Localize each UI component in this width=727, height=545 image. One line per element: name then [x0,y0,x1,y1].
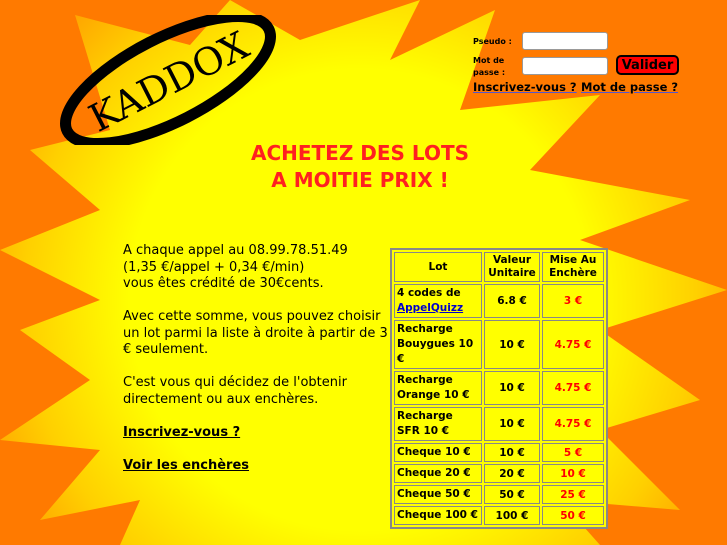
bid-cell: 3 € [542,284,604,318]
value-cell: 6.8 € [484,284,540,318]
bid-cell: 25 € [542,485,604,504]
forgot-password-link[interactable]: Mot de passe ? [581,80,679,94]
table-row [394,320,604,369]
header-bid: Mise Au Enchère [542,252,604,282]
bid-cell: 5 € [542,443,604,462]
register-link[interactable]: Inscrivez-vous ? [123,424,241,440]
value-cell: 10 € [484,371,540,405]
table-row [394,407,604,441]
table-row [394,464,604,483]
bid-cell: 10 € [542,464,604,483]
pseudo-input[interactable] [522,32,608,50]
value-cell: 10 € [484,443,540,462]
credit-info: vous êtes crédité de 30€cents. [123,276,324,291]
lot-cell: Recharge SFR 10 € [394,407,482,441]
headline-line1: ACHETEZ DES LOTS [250,141,470,165]
header-value: Valeur Unitaire [484,252,540,282]
decide-info: C'est vous qui décidez de l'obtenir directement ou aux enchères. [123,375,347,407]
register-link-top[interactable]: Inscrivez-vous ? [473,80,577,94]
lot-cell: Cheque 20 € [394,464,482,483]
submit-button[interactable]: Valider [616,55,679,75]
bid-cell: 4.75 € [542,407,604,441]
headline-line2: A MOITIE PRIX ! [271,168,449,192]
auctions-link[interactable]: Voir les enchères [123,457,250,473]
lot-cell: Cheque 10 € [394,443,482,462]
lot-cell: Recharge Orange 10 € [394,371,482,405]
header-lot: Lot [394,252,482,282]
intro-text [123,243,393,491]
value-cell: 50 € [484,485,540,504]
lot-cell: Cheque 100 € [394,506,482,525]
svg-text:KADDOX: KADDOX [81,22,256,141]
lot-cell: Cheque 50 € [394,485,482,504]
password-label: Mot de passe : [473,56,506,77]
table-row [394,371,604,405]
choose-info: Avec cette somme, vous pouvez choisir un lot parmi la liste à droite à partir de 3 € seulement. [123,309,388,357]
table-row [394,284,604,318]
kaddox-logo[interactable] [50,15,290,145]
table-row [394,485,604,504]
lot-text: 4 codes de [397,287,461,299]
value-cell: 10 € [484,407,540,441]
table-row [394,506,604,525]
appelquizz-link[interactable]: AppelQuizz [397,302,464,314]
pseudo-label: Pseudo : [473,37,512,46]
bid-cell: 4.75 € [542,371,604,405]
table-row [394,443,604,462]
lot-cell: Recharge Bouygues 10 € [394,320,482,369]
lots-table [390,248,608,529]
bid-cell: 4.75 € [542,320,604,369]
headline [180,140,540,194]
lot-cell [394,284,482,318]
value-cell: 10 € [484,320,540,369]
price-info: (1,35 €/appel + 0,34 €/min) [123,259,305,275]
value-cell: 100 € [484,506,540,525]
password-input[interactable] [522,57,608,75]
bid-cell: 50 € [542,506,604,525]
value-cell: 20 € [484,464,540,483]
phone-info: A chaque appel au 08.99.78.51.49 [123,243,348,258]
